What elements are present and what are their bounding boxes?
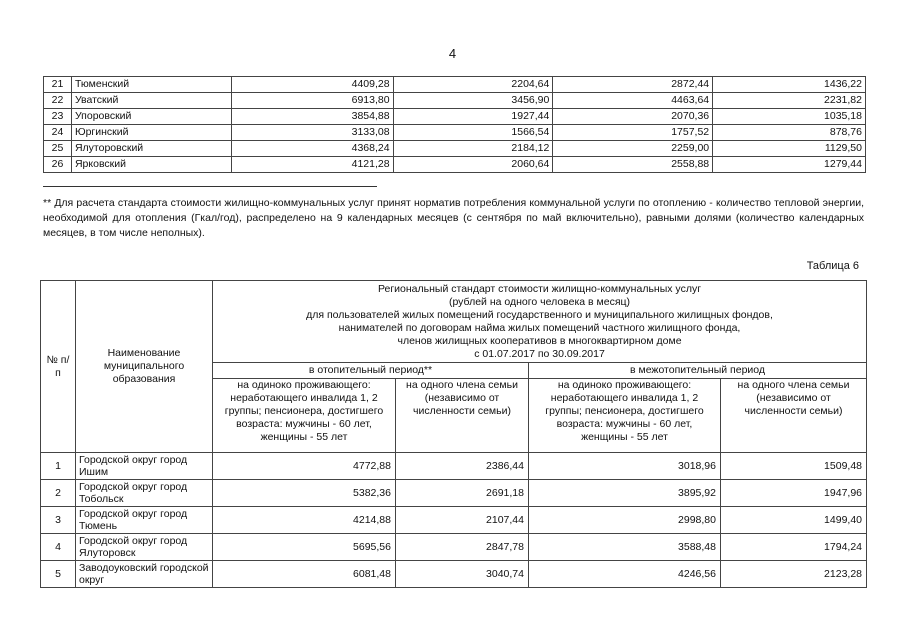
value-cell: 3895,92 — [529, 480, 721, 507]
value-cell: 3456,90 — [393, 93, 553, 109]
value-cell: 4463,64 — [553, 93, 713, 109]
row-number: 21 — [44, 77, 72, 93]
value-cell: 1566,54 — [393, 125, 553, 141]
value-cell: 1927,44 — [393, 109, 553, 125]
table-row — [44, 77, 866, 93]
row-number: 5 — [41, 561, 76, 588]
district-name: Тюменский — [71, 77, 231, 93]
value-cell: 1129,50 — [713, 141, 866, 157]
header-municipality: Наименование муниципального образования — [76, 281, 213, 453]
district-name: Ялуторовский — [71, 141, 231, 157]
municipality-name: Городской округ город Тюмень — [76, 507, 213, 534]
value-cell: 1947,96 — [721, 480, 867, 507]
value-cell: 2123,28 — [721, 561, 867, 588]
table-row — [44, 141, 866, 157]
value-cell: 1499,40 — [721, 507, 867, 534]
value-cell: 2872,44 — [553, 77, 713, 93]
value-cell: 3040,74 — [396, 561, 529, 588]
value-cell: 1035,18 — [713, 109, 866, 125]
value-cell: 2060,64 — [393, 157, 553, 173]
municipality-name: Городской округ город Ишим — [76, 453, 213, 480]
value-cell: 2998,80 — [529, 507, 721, 534]
value-cell: 6081,48 — [213, 561, 396, 588]
value-cell: 2847,78 — [396, 534, 529, 561]
header-member-heating: на одного члена семьи (независимо от численности семьи) — [396, 379, 529, 453]
table-row — [41, 480, 867, 507]
value-cell: 4772,88 — [213, 453, 396, 480]
value-cell: 4368,24 — [231, 141, 393, 157]
value-cell: 3854,88 — [231, 109, 393, 125]
value-cell: 1794,24 — [721, 534, 867, 561]
header-single-heating: на одиноко проживающего: неработающего инвалида 1, 2 группы; пенсионера, достигшего возраста: мужчины - 60 лет, женщины - 55 лет — [213, 379, 396, 453]
district-name: Юргинский — [71, 125, 231, 141]
header-single-nonheating: на одиноко проживающего: неработающего инвалида 1, 2 группы; пенсионера, достигшего возраста: мужчины - 60 лет, женщины - 55 лет — [529, 379, 721, 453]
value-cell: 3018,96 — [529, 453, 721, 480]
municipality-name: Городской округ город Тобольск — [76, 480, 213, 507]
row-number: 24 — [44, 125, 72, 141]
district-name: Упоровский — [71, 109, 231, 125]
value-cell: 4121,28 — [231, 157, 393, 173]
header-member-nonheating: на одного члена семьи (независимо от численности семьи) — [721, 379, 867, 453]
value-cell: 4246,56 — [529, 561, 721, 588]
row-number: 2 — [41, 480, 76, 507]
value-cell: 2259,00 — [553, 141, 713, 157]
value-cell: 878,76 — [713, 125, 866, 141]
row-number: 26 — [44, 157, 72, 173]
municipality-name: Заводоуковский городской округ — [76, 561, 213, 588]
table-caption: Таблица 6 — [806, 260, 859, 272]
table-row — [44, 93, 866, 109]
regional-standard-table — [40, 280, 867, 588]
value-cell: 2691,18 — [396, 480, 529, 507]
value-cell: 5382,36 — [213, 480, 396, 507]
value-cell: 6913,80 — [231, 93, 393, 109]
value-cell: 2070,36 — [553, 109, 713, 125]
value-cell: 2231,82 — [713, 93, 866, 109]
header-nonheating-period: в межотопительный период — [529, 363, 867, 379]
table-row — [41, 534, 867, 561]
header-heating-period: в отопительный период** — [213, 363, 529, 379]
row-number: 4 — [41, 534, 76, 561]
value-cell: 2558,88 — [553, 157, 713, 173]
row-number: 3 — [41, 507, 76, 534]
row-number: 1 — [41, 453, 76, 480]
value-cell: 3133,08 — [231, 125, 393, 141]
municipality-name: Городской округ город Ялуторовск — [76, 534, 213, 561]
table-row — [41, 453, 867, 480]
row-number: 23 — [44, 109, 72, 125]
row-number: 25 — [44, 141, 72, 157]
table-row — [41, 561, 867, 588]
value-cell: 2107,44 — [396, 507, 529, 534]
value-cell: 2386,44 — [396, 453, 529, 480]
value-cell: 4409,28 — [231, 77, 393, 93]
value-cell: 2184,12 — [393, 141, 553, 157]
value-cell: 5695,56 — [213, 534, 396, 561]
footnote-text: ** Для расчета стандарта стоимости жилищно-коммунальных услуг принят норматив потребления коммунальной услуги по отоплению - количество тепловой энергии, необходимой для отопления (Гкал/год), распределено на 9 календарных месяцев (с сентября по май включительно), равными долями (количество календарных месяцев, в том числе неполных). — [43, 197, 864, 239]
footnote-separator — [43, 186, 377, 187]
value-cell: 4214,88 — [213, 507, 396, 534]
table-row — [41, 507, 867, 534]
value-cell: 1509,48 — [721, 453, 867, 480]
continuation-table — [43, 76, 866, 173]
district-name: Ярковский — [71, 157, 231, 173]
table-row — [44, 109, 866, 125]
value-cell: 3588,48 — [529, 534, 721, 561]
table-row — [44, 125, 866, 141]
value-cell: 1279,44 — [713, 157, 866, 173]
table-row — [44, 157, 866, 173]
district-name: Уватский — [71, 93, 231, 109]
page-number: 4 — [448, 46, 457, 61]
header-num: № п/п — [41, 281, 76, 453]
value-cell: 1436,22 — [713, 77, 866, 93]
value-cell: 2204,64 — [393, 77, 553, 93]
value-cell: 1757,52 — [553, 125, 713, 141]
header-standard: Региональный стандарт стоимости жилищно-коммунальных услуг (рублей на одного человека в месяц) для пользователей жилых помещений государственного и муниципального жилищных фондов, нанимателей по договорам найма жилых помещений частного жилищного фонда, членов жилищных кооперативов в многоквартирном доме с 01.07.2017 по 30.09.2017 — [213, 281, 867, 363]
row-number: 22 — [44, 93, 72, 109]
